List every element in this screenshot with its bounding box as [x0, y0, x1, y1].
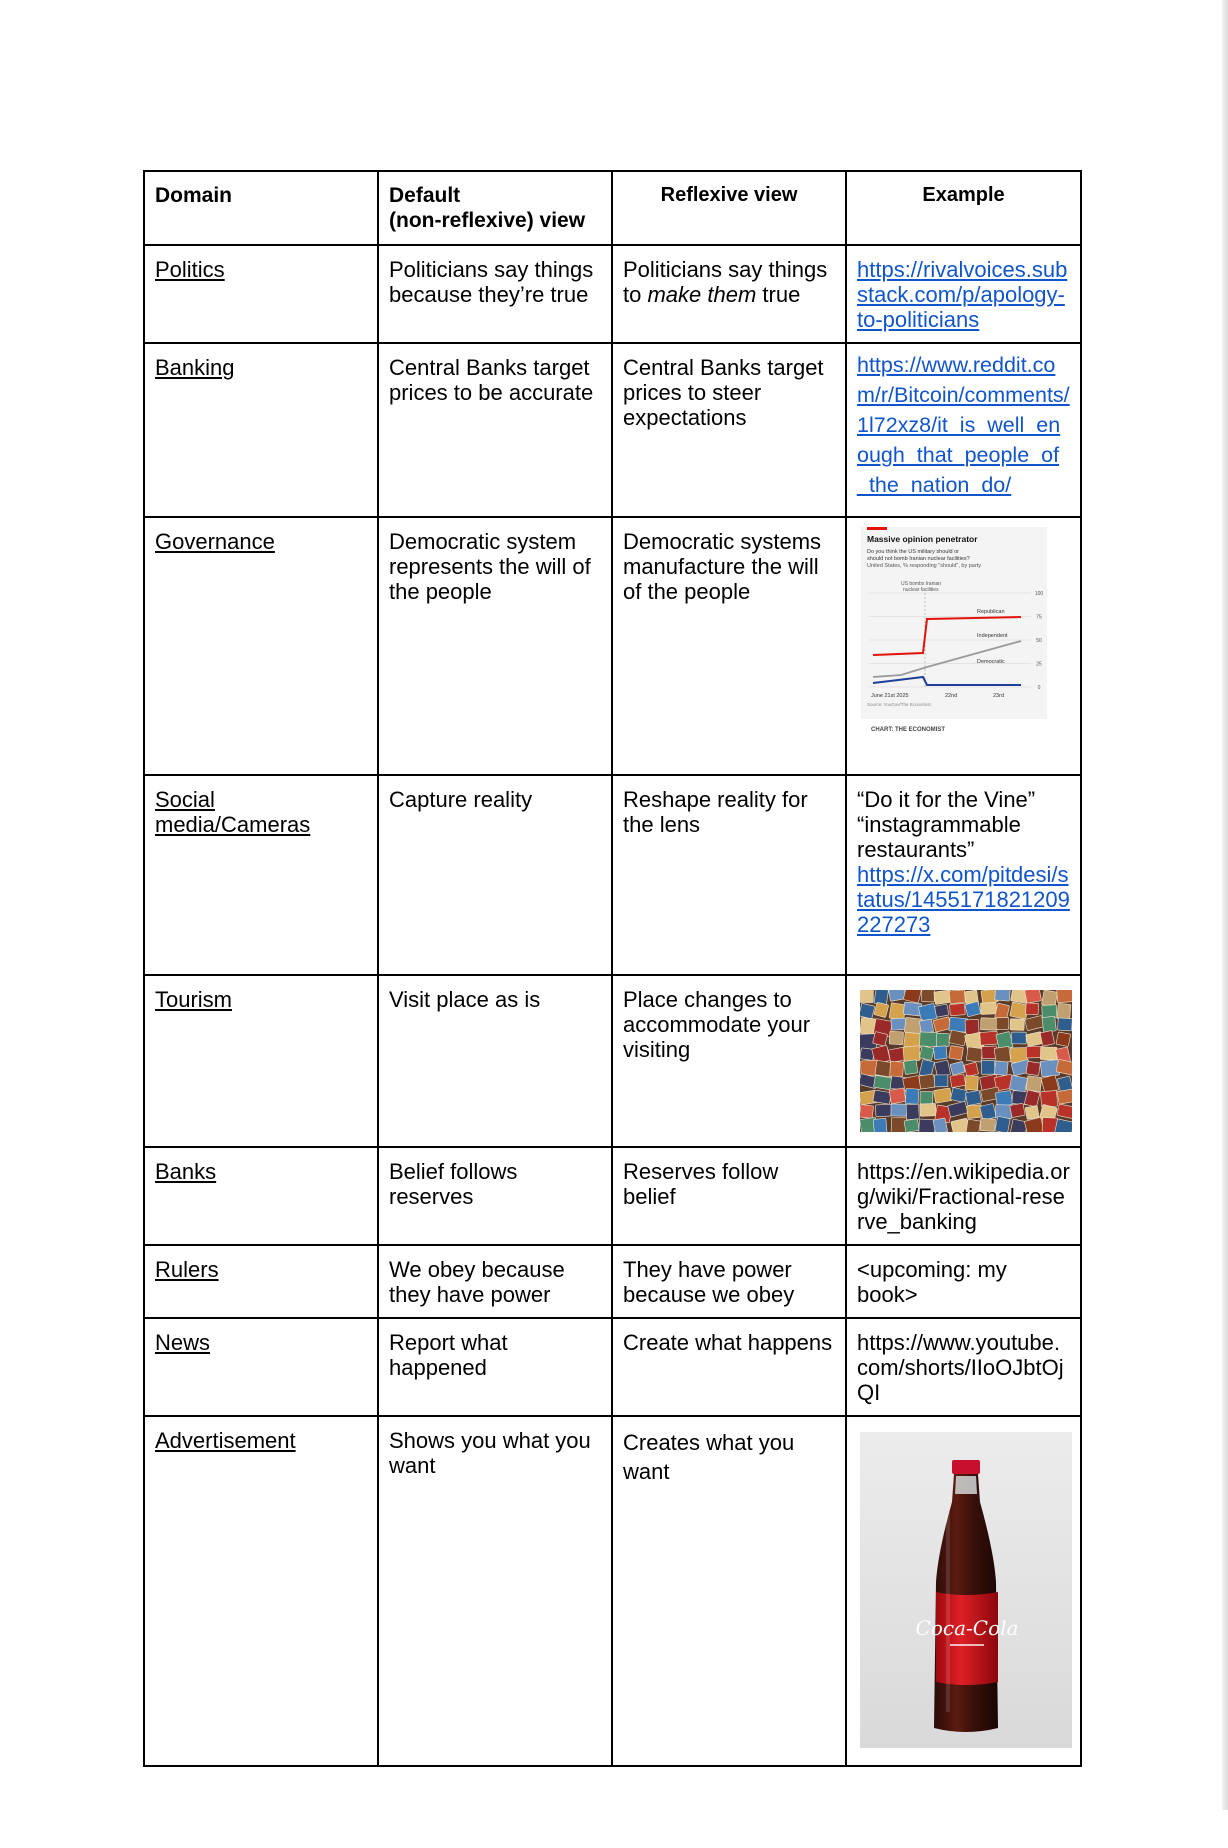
magnet-tile [919, 1119, 936, 1132]
header-default-line1: Default [389, 184, 461, 207]
table-row [144, 1416, 1081, 1766]
magnet-tile [904, 1060, 918, 1075]
magnet-tile [889, 1088, 906, 1104]
magnet-tile [980, 1018, 997, 1031]
magnet-tile [1026, 1003, 1039, 1015]
magnet-tile [1042, 1016, 1056, 1032]
default-view-cell: Visit place as is [378, 975, 612, 1147]
magnet-tile [964, 1062, 979, 1077]
series-label-independent: Independent [977, 633, 1008, 639]
domain-link-news[interactable]: News [155, 1330, 211, 1355]
magnet-tile [1026, 1061, 1040, 1075]
magnet-tile [874, 1075, 892, 1090]
reflexive-view-cell: Central Banks target prices to steer expectations [612, 343, 846, 517]
magnet-tile [980, 1103, 997, 1120]
magnet-tile [1025, 1105, 1039, 1119]
example-link[interactable]: https://rivalvoices.substack.com/p/apology-to-politicians [857, 257, 1068, 332]
magnet-tile [934, 990, 952, 1004]
reflexivity-table [143, 170, 1082, 1767]
magnet-tile [1025, 990, 1042, 1003]
reflexive-text: true [756, 282, 801, 307]
magnet-tile [996, 1018, 1009, 1030]
x-tick-label: 23rd [993, 693, 1005, 699]
magnet-tile [873, 1032, 888, 1047]
magnet-tile [889, 1031, 903, 1045]
reflexive-view-cell [612, 245, 846, 343]
magnet-tile [980, 1031, 998, 1045]
label-stripe [950, 1644, 984, 1646]
reflexive-view-cell: Reshape reality for the lens [612, 775, 846, 975]
chart-credit: CHART: THE ECONOMIST [871, 727, 945, 733]
table-row [144, 1147, 1081, 1245]
domain-link-advertisement[interactable]: Advertisement [155, 1428, 296, 1453]
table-row [144, 775, 1081, 975]
table-row [144, 1318, 1081, 1416]
x-tick-label: 22nd [945, 693, 958, 699]
magnet-tile [1010, 1103, 1025, 1118]
magnet-tile [860, 990, 873, 1003]
header-example: Example [846, 171, 1081, 245]
reflexive-emphasis: make them [647, 282, 757, 307]
magnet-tile [994, 1061, 1008, 1076]
magnet-tile [935, 1004, 949, 1017]
reflexive-view-cell: Place changes to accommodate your visiting [612, 975, 846, 1147]
default-view-cell: Shows you what you want [378, 1416, 612, 1766]
reflexive-view-cell: Creates what you want [612, 1416, 846, 1766]
magnet-tile [995, 1116, 1010, 1132]
example-url: https://www.youtube.com/shorts/IIoOJbtOjQI [857, 1330, 1064, 1405]
souvenir-magnets-image [860, 990, 1072, 1132]
magnet-tile [1057, 990, 1072, 1003]
magnet-tile [965, 1019, 979, 1034]
reflexive-text: Politicians say things to [623, 257, 828, 307]
magnet-tile [904, 1017, 922, 1034]
example-text: “instagrammable restaurants” [857, 812, 1021, 862]
magnet-tile [906, 1104, 919, 1119]
magnet-tile [891, 1018, 906, 1030]
y-tick-label: 50 [1036, 638, 1042, 644]
reflexive-view-cell: Democratic systems manufacture the will of the people [612, 517, 846, 775]
domain-link-social-media[interactable]: Social media/Cameras [155, 787, 311, 837]
table-row [144, 245, 1081, 343]
y-tick-label: 75 [1036, 614, 1042, 621]
magnet-tile [934, 1046, 948, 1060]
table-row [144, 517, 1081, 775]
example-link[interactable]: https://x.com/pitdesi/status/1455171821209227273 [857, 862, 1070, 937]
chart-subtitle: United States, % responding "should", by party [867, 563, 981, 569]
magnet-tile [873, 1090, 891, 1104]
example-text: “Do it for the Vine” [857, 787, 1036, 812]
page-edge [1222, 0, 1228, 1810]
domain-link-tourism[interactable]: Tourism [155, 987, 233, 1012]
y-tick-label: 0 [1037, 685, 1041, 691]
magnet-tile [891, 1117, 906, 1132]
magnet-tile [920, 1091, 933, 1104]
default-view-cell: We obey because they have power [378, 1245, 612, 1318]
domain-link-politics[interactable]: Politics [155, 257, 225, 282]
table-row [144, 1245, 1081, 1318]
magnet-tile [904, 1032, 922, 1048]
magnet-tile [919, 1074, 935, 1089]
magnet-tile [1010, 1019, 1024, 1031]
magnet-tile [903, 1046, 920, 1062]
default-view-cell: Democratic system represents the will of the people [378, 517, 612, 775]
reflexive-view-cell: Reserves follow belief [612, 1147, 846, 1245]
header-default-line2: (non-reflexive) view [389, 209, 586, 232]
magnet-tile [980, 1118, 995, 1131]
magnet-tile [1009, 1075, 1027, 1092]
magnet-tile [922, 990, 935, 1002]
magnet-tile [1057, 1003, 1071, 1020]
magnet-tile [980, 1002, 996, 1014]
series-label-democratic: Democratic [977, 659, 1005, 665]
chart-subtitle: Do you think the US military should or [867, 549, 960, 555]
magnet-tile [949, 990, 965, 1004]
magnet-tile [904, 1119, 919, 1132]
reflexive-view-cell: Create what happens [612, 1318, 846, 1416]
magnet-tile [1011, 1032, 1026, 1044]
example-url: https://en.wikipedia.org/wiki/Fractional-reserve_banking [857, 1159, 1070, 1234]
magnet-tile [860, 1105, 874, 1119]
header-row [144, 171, 1081, 245]
table-row [144, 343, 1081, 517]
magnet-tile [891, 1104, 907, 1116]
domain-link-banks[interactable]: Banks [155, 1159, 217, 1184]
magnet-tile [933, 1118, 948, 1132]
magnet-tile [920, 1032, 938, 1047]
magnet-tile [949, 1003, 965, 1015]
chart-source: Source: YouGov/The Economist [867, 702, 931, 707]
reflexive-view-cell: They have power because we obey [612, 1245, 846, 1318]
magnet-tile [1026, 1076, 1042, 1092]
x-tick-label: June 21st 2025 [871, 693, 909, 699]
magnet-tile [966, 1119, 981, 1132]
magnet-tile [934, 1060, 950, 1077]
magnet-tile [965, 1090, 981, 1105]
magnet-tile [875, 1104, 892, 1116]
magnet-tile [1056, 1032, 1071, 1047]
chart-title: Massive opinion penetrator [867, 534, 978, 544]
magnet-tile [1040, 1047, 1057, 1060]
example-text: <upcoming: my book> [846, 1245, 1081, 1318]
magnet-tile [1057, 1089, 1072, 1104]
chart-accent-bar [867, 527, 887, 530]
default-view-cell: Belief follows reserves [378, 1147, 612, 1245]
magnet-tile [890, 1061, 904, 1077]
magnet-tile [966, 1047, 982, 1062]
magnet-tile [919, 1046, 934, 1061]
coca-cola-logo-text: Coca-Cola [915, 1616, 1019, 1640]
magnet-tile [934, 1088, 952, 1103]
default-view-cell: Capture reality [378, 775, 612, 975]
header-domain: Domain [144, 171, 378, 245]
magnet-tile [919, 1019, 933, 1034]
table-row [144, 975, 1081, 1147]
bottle-neck-glass [955, 1476, 977, 1494]
magnet-tile [981, 1060, 995, 1074]
magnet-tile [949, 1046, 964, 1061]
magnet-tile [936, 1033, 949, 1046]
example-link[interactable]: https://www.reddit.com/r/Bitcoin/comments/1l72xz8/it_is_well_enough_that_people_of_the_nation_do/ [857, 353, 1070, 497]
magnet-tile [860, 1003, 875, 1019]
y-tick-label: 100 [1034, 591, 1044, 597]
default-view-cell: Central Banks target prices to be accurate [378, 343, 612, 517]
magnet-tile [950, 1074, 966, 1088]
glass-highlight [946, 1512, 950, 1712]
domain-link-governance[interactable]: Governance [155, 529, 275, 554]
domain-link-banking[interactable]: Banking [155, 355, 235, 380]
y-tick-label: 25 [1036, 661, 1042, 668]
header-default [378, 171, 612, 245]
coca-cola-bottle-image [860, 1432, 1072, 1748]
magnet-tile [1058, 1018, 1072, 1031]
magnet-tile [965, 1076, 978, 1091]
default-view-cell: Report what happened [378, 1318, 612, 1416]
series-label-republican: Republican [977, 609, 1005, 615]
domain-link-rulers[interactable]: Rulers [155, 1257, 219, 1282]
magnet-tile [934, 1075, 948, 1087]
magnet-tile [905, 1088, 919, 1104]
magnet-tile [920, 1103, 936, 1116]
bottle-cap [952, 1460, 980, 1474]
opinion-chart [861, 527, 1047, 719]
chart-annotation: US bombs Iranian [901, 581, 942, 587]
magnet-tile [1040, 1030, 1055, 1046]
chart-annotation: nuclear facilities [903, 587, 939, 593]
magnet-tile [995, 990, 1011, 1001]
chart-subtitle: should not bomb Iranian nuclear facilities? [867, 556, 970, 562]
magnet-tile [1041, 990, 1057, 1007]
default-view-cell: Politicians say things because they’re true [378, 245, 612, 343]
header-reflexive: Reflexive view [612, 171, 846, 245]
magnet-tile [873, 1118, 887, 1132]
